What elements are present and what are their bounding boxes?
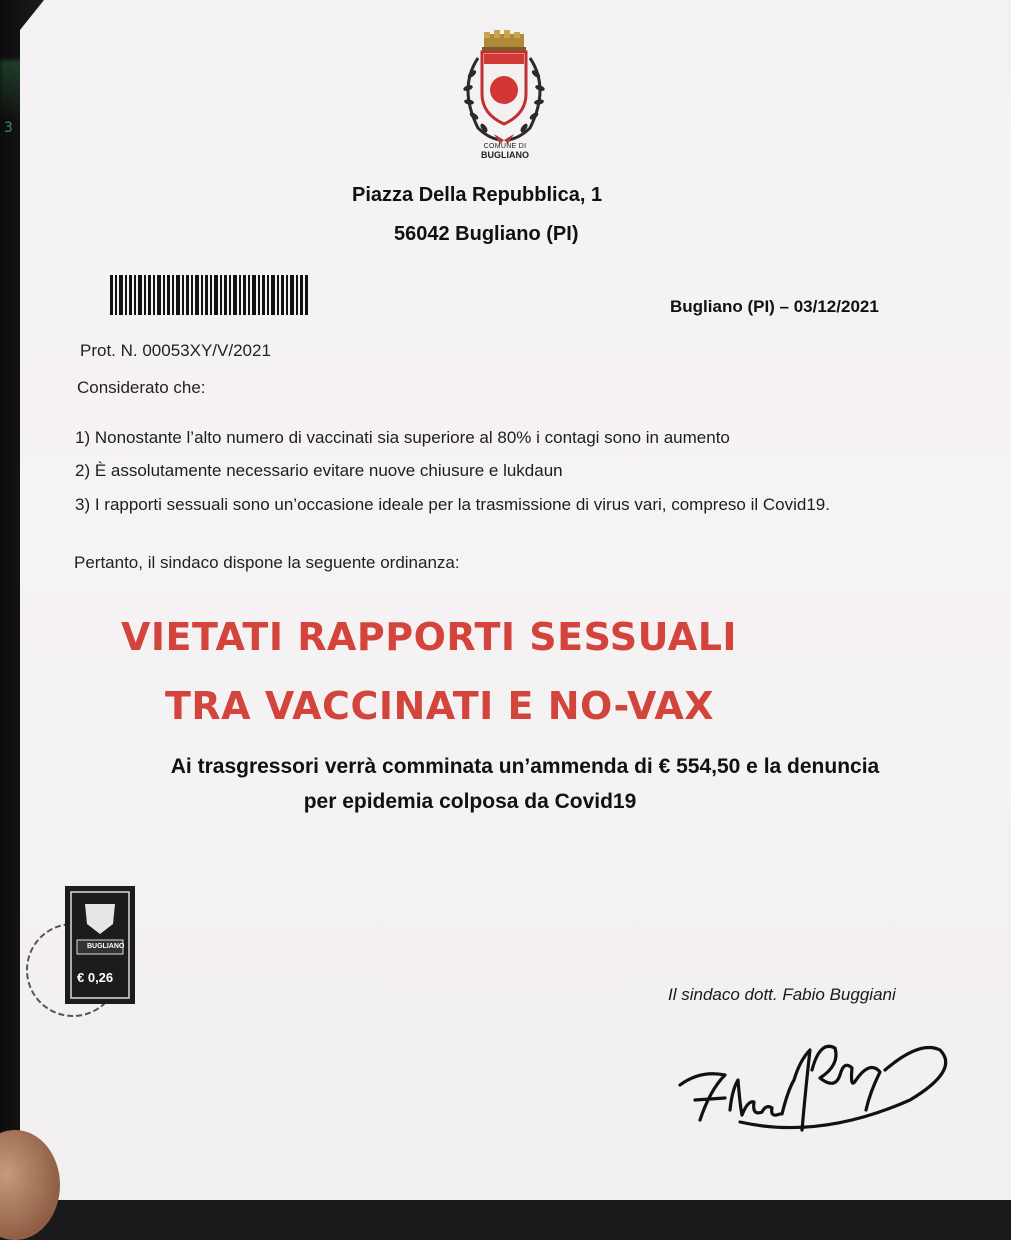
ordinance-headline-line-2: TRA VACCINATI E NO-VAX [165, 684, 715, 728]
crown-icon [482, 30, 526, 51]
signer-name: Il sindaco dott. Fabio Buggiani [668, 985, 896, 1004]
stamp-value: € 0,26 [77, 970, 114, 985]
list-item: 2) È assolutamente necessario evitare nuove chiusure e lukdaun [75, 461, 563, 480]
fine-line-2: per epidemia colposa da Covid19 [303, 790, 637, 813]
list-item: 1) Nonostante l’alto numero di vaccinati sia superiore al 80% i contagi sono in aumento [75, 428, 730, 447]
emblem-caption-small: COMUNE DI [483, 143, 527, 150]
protocol-number: Prot. N. 00053XY/V/2021 [80, 341, 271, 360]
considerato-heading: Considerato che: [77, 378, 206, 397]
ordinance-intro: Pertanto, il sindaco dispone la seguente ordinanza: [74, 553, 460, 572]
document-page [20, 0, 1011, 1200]
keyboard-key-glyph: 3 [4, 120, 13, 136]
address-line-2: 56042 Bugliano (PI) [394, 223, 579, 245]
barcode-icon [110, 275, 310, 315]
stamp-name: BUGLIANO [87, 943, 125, 950]
fine-line-1: Ai trasgressori verrà comminata un’ammenda di € 554,50 e la denuncia [170, 755, 880, 778]
address-line-1: Piazza Della Repubblica, 1 [352, 184, 603, 206]
handwritten-signature [670, 1030, 960, 1140]
list-item: 3) I rapporti sessuali sono un’occasione ideale per la trasmissione di virus vari, compreso il Covid19. [75, 495, 830, 514]
revenue-stamp [25, 880, 140, 1030]
emblem-caption [470, 143, 540, 160]
emblem-caption-big: BUGLIANO [481, 150, 529, 160]
document-date: Bugliano (PI) – 03/12/2021 [670, 297, 879, 316]
ordinance-headline-line-1: VIETATI RAPPORTI SESSUALI [121, 615, 738, 659]
revenue-stamp-icon [25, 880, 140, 1030]
